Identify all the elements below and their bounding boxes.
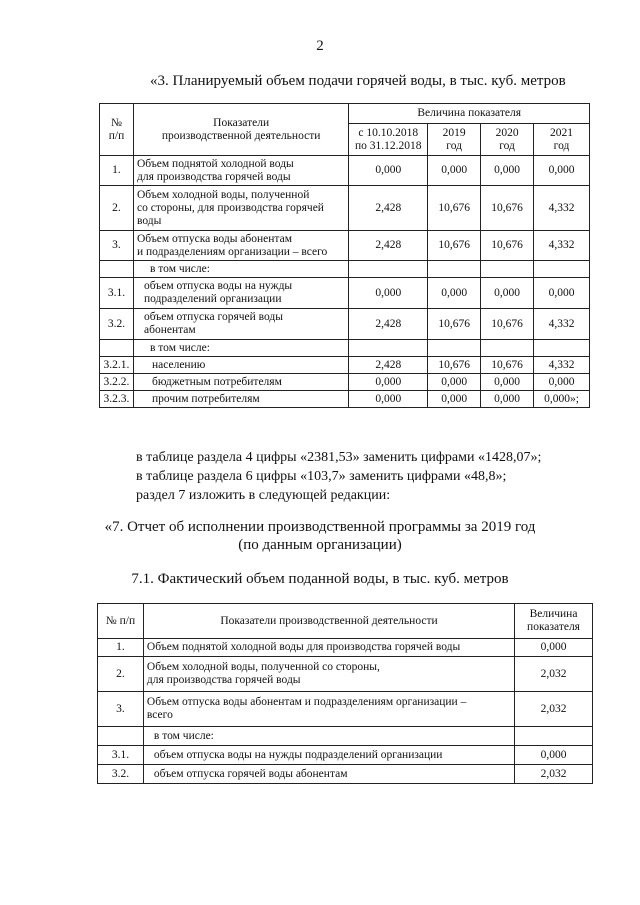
row-name-line: Объем холодной воды, полученной	[136, 188, 310, 201]
header-period-line: по 31.12.2018	[355, 139, 422, 152]
row-name	[133, 231, 348, 261]
row-value: 4,332	[534, 186, 590, 231]
row-value: 10,676	[428, 357, 481, 374]
row-num: 3.2.1.	[100, 357, 134, 374]
row-num: 1.	[98, 639, 144, 657]
row-num: 3.2.2.	[100, 374, 134, 391]
header-period-line: 2019	[442, 126, 466, 139]
row-value: 10,676	[481, 186, 534, 231]
amendment-paragraph: раздел 7 изложить в следующей редакции:	[136, 488, 391, 503]
header-value-group: Величина показателя	[349, 104, 590, 124]
row-name: прочим потребителям	[133, 391, 348, 408]
section7-title-line2: (по данным организации)	[238, 537, 402, 553]
header-value-line: Величина	[529, 608, 578, 620]
row-value: 0,000	[428, 278, 481, 309]
table-row	[98, 639, 593, 657]
row-num: 3.1.	[100, 278, 134, 309]
header-indicators	[133, 104, 348, 156]
row-value: 4,332	[534, 231, 590, 261]
table-row	[98, 746, 593, 765]
header-num	[100, 104, 134, 156]
page-number: 2	[316, 38, 324, 54]
header-period-line: год	[553, 139, 570, 152]
row-value: 0,000	[515, 746, 593, 765]
row-value: 0,000	[349, 391, 428, 408]
table-row	[100, 186, 590, 231]
row-value: 0,000	[481, 156, 534, 186]
header-period-line: с 10.10.2018	[358, 126, 419, 139]
table-row	[100, 156, 590, 186]
row-value: 4,332	[534, 357, 590, 374]
row-name: бюджетным потребителям	[133, 374, 348, 391]
row-name-line: абонентам	[143, 324, 196, 336]
row-name-line: для производства горячей воды	[136, 170, 291, 183]
row-num: 3.2.	[100, 309, 134, 340]
row-value	[349, 261, 428, 278]
table-row	[98, 692, 593, 727]
row-name-line: со стороны, для производства горячей	[136, 201, 324, 214]
row-num	[100, 261, 134, 278]
row-name: населению	[133, 357, 348, 374]
header-period	[349, 124, 428, 156]
row-name	[133, 278, 348, 309]
row-value: 10,676	[481, 357, 534, 374]
table-row	[98, 727, 593, 746]
row-name-line: всего	[146, 709, 173, 721]
table-row	[98, 765, 593, 784]
row-value	[534, 261, 590, 278]
row-num: 3.	[100, 231, 134, 261]
row-value: 0,000»;	[534, 391, 590, 408]
header-indicators-line: производственной деятельности	[161, 129, 321, 142]
row-value: 0,000	[534, 278, 590, 309]
row-value	[481, 261, 534, 278]
row-num: 3.2.3.	[100, 391, 134, 408]
row-name-line: объем отпуска горячей воды	[143, 311, 284, 323]
row-num	[98, 727, 144, 746]
header-period	[428, 124, 481, 156]
row-value: 10,676	[428, 231, 481, 261]
row-name	[143, 692, 514, 727]
row-name-line: Объем отпуска воды абонентам	[136, 232, 292, 245]
row-value: 2,428	[349, 231, 428, 261]
row-value: 2,428	[349, 186, 428, 231]
table-row	[100, 357, 590, 374]
section7-subtitle: 7.1. Фактический объем поданной воды, в тыс. куб. метров	[131, 571, 509, 587]
row-name-line: воды	[136, 214, 162, 227]
row-value: 10,676	[428, 186, 481, 231]
row-value: 2,428	[349, 309, 428, 340]
row-name-line: подразделений организации	[143, 293, 282, 305]
row-value: 2,428	[349, 357, 428, 374]
row-num: 2.	[98, 657, 144, 692]
amendment-paragraph: в таблице раздела 6 цифры «103,7» заменить цифрами «48,8»;	[136, 469, 507, 484]
row-value: 0,000	[534, 374, 590, 391]
row-value: 4,332	[534, 309, 590, 340]
row-num: 3.1.	[98, 746, 144, 765]
header-indicators: Показатели производственной деятельности	[143, 604, 514, 639]
table-row	[98, 657, 593, 692]
row-value	[515, 727, 593, 746]
row-name-line: и подразделениям организации – всего	[136, 245, 328, 258]
row-name-line: для производства горячей воды	[146, 674, 301, 686]
row-value: 0,000	[349, 374, 428, 391]
table-row	[100, 391, 590, 408]
row-name-line: объем отпуска воды на нужды	[143, 280, 293, 292]
row-value: 0,000	[349, 156, 428, 186]
section3-title: «3. Планируемый объем подачи горячей воды, в тыс. куб. метров	[150, 73, 566, 89]
header-period	[534, 124, 590, 156]
row-name-line: Объем отпуска воды абонентам и подразделениям организации –	[146, 696, 467, 708]
row-name: в том числе:	[143, 727, 514, 746]
row-value: 0,000	[428, 374, 481, 391]
row-value: 2,032	[515, 692, 593, 727]
row-value: 10,676	[428, 309, 481, 340]
row-name	[133, 156, 348, 186]
row-value: 0,000	[515, 639, 593, 657]
header-num-line: п/п	[108, 129, 125, 142]
row-name	[133, 186, 348, 231]
header-period	[481, 124, 534, 156]
row-value: 0,000	[428, 156, 481, 186]
table-row	[100, 340, 590, 357]
header-period-line: год	[499, 139, 515, 152]
header-value	[515, 604, 593, 639]
row-name: объем отпуска воды на нужды подразделений организации	[143, 746, 514, 765]
row-num: 2.	[100, 186, 134, 231]
row-name: объем отпуска горячей воды абонентам	[143, 765, 514, 784]
row-name	[143, 657, 514, 692]
row-value: 0,000	[428, 391, 481, 408]
header-period-line: 2020	[495, 126, 519, 139]
row-num	[100, 340, 134, 357]
row-value	[349, 340, 428, 357]
row-name: Объем поднятой холодной воды для производства горячей воды	[143, 639, 514, 657]
row-name: в том числе:	[133, 340, 348, 357]
row-value: 2,032	[515, 657, 593, 692]
row-value: 0,000	[481, 278, 534, 309]
row-value	[428, 261, 481, 278]
row-value: 0,000	[534, 156, 590, 186]
row-name-line: Объем холодной воды, полученной со стороны,	[146, 661, 380, 673]
row-value: 0,000	[481, 391, 534, 408]
actual-water-volume-table	[97, 603, 593, 784]
row-num: 3.	[98, 692, 144, 727]
row-value: 0,000	[349, 278, 428, 309]
row-num: 3.2.	[98, 765, 144, 784]
row-value: 0,000	[481, 374, 534, 391]
section7-title-line1: «7. Отчет об исполнении производственной программы за 2019 год	[104, 519, 536, 535]
row-value	[428, 340, 481, 357]
row-value: 10,676	[481, 309, 534, 340]
row-name-line: Объем поднятой холодной воды	[136, 157, 294, 170]
table-row	[100, 374, 590, 391]
table-row	[100, 278, 590, 309]
row-value	[534, 340, 590, 357]
row-value	[481, 340, 534, 357]
amendment-paragraph: в таблице раздела 4 цифры «2381,53» заменить цифрами «1428,07»;	[136, 450, 542, 465]
table-row	[100, 231, 590, 261]
table-row	[100, 309, 590, 340]
row-num: 1.	[100, 156, 134, 186]
header-value-line: показателя	[527, 621, 580, 633]
table-row	[100, 261, 590, 278]
header-num: № п/п	[98, 604, 144, 639]
row-value: 10,676	[481, 231, 534, 261]
header-num-line: №	[111, 116, 122, 129]
planned-hot-water-table	[99, 103, 590, 408]
row-value: 2,032	[515, 765, 593, 784]
row-name: в том числе:	[133, 261, 348, 278]
header-period-line: год	[446, 139, 462, 152]
row-name	[133, 309, 348, 340]
header-period-line: 2021	[550, 126, 573, 139]
header-indicators-line: Показатели	[213, 116, 270, 129]
